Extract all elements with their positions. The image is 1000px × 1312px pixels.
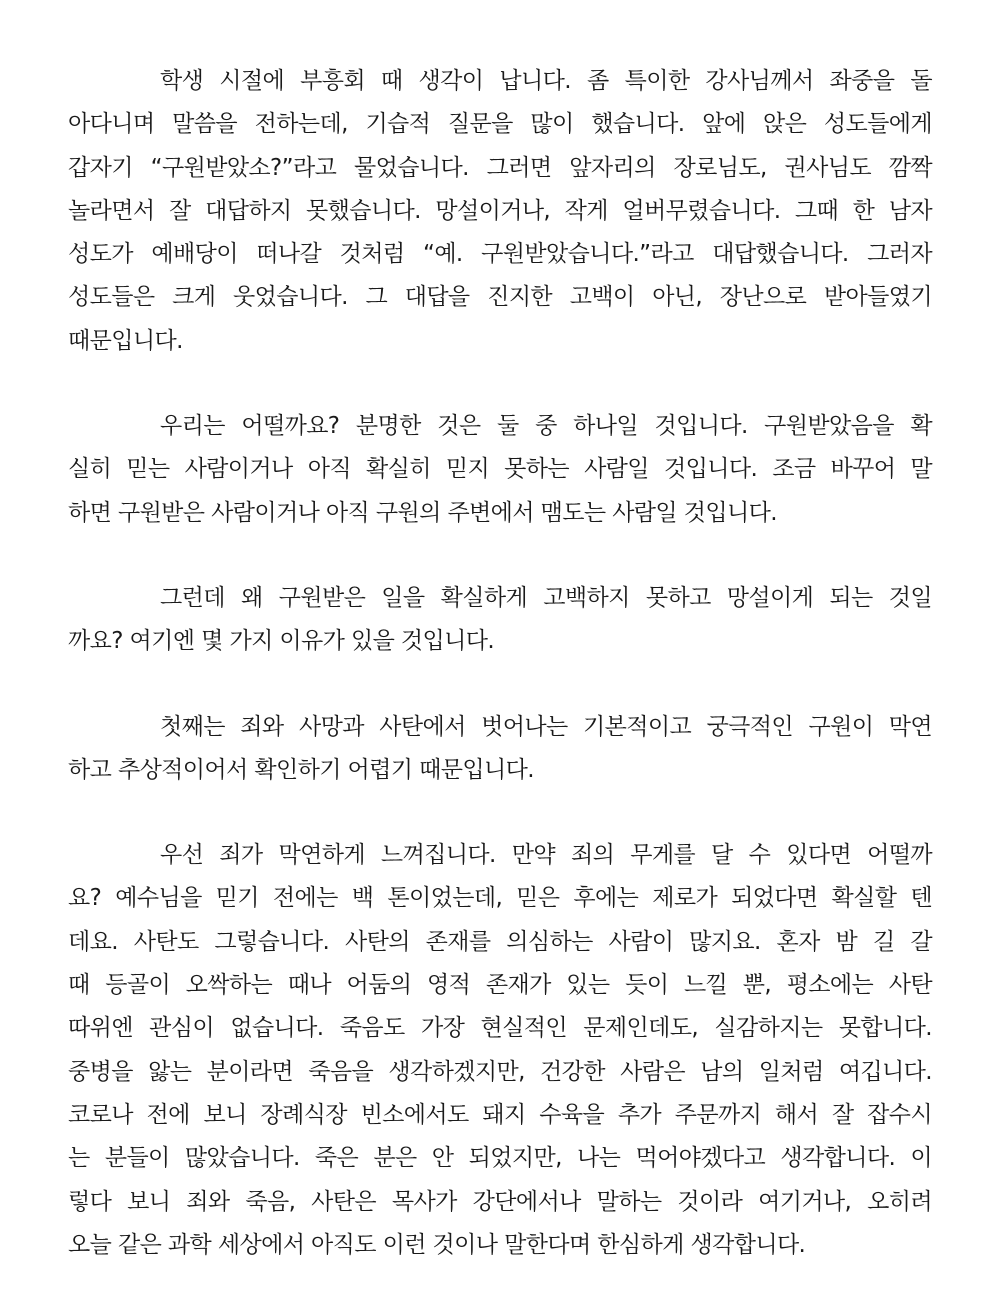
text-line: 데요. 사탄도 그렇습니다. 사탄의 존재를 의심하는 사람이 많지요. 혼자 밤 길 갈 [68,928,932,955]
paragraph-4 [68,706,932,793]
text-line: 하고 추상적이어서 확인하기 어렵기 때문입니다. [68,756,534,783]
text-line: 첫째는 죄와 사망과 사탄에서 벗어나는 기본적이고 궁극적인 구원이 막연 [160,713,932,740]
paragraph-3 [68,577,932,664]
text-line: 때문입니다. [68,327,183,354]
text-line: 오늘 같은 과학 세상에서 아직도 이런 것이나 말한다며 한심하게 생각합니다. [68,1231,806,1258]
text-line: 요? 예수님을 믿기 전에는 백 톤이었는데, 믿은 후에는 제로가 되었다면 확실할 텐 [68,885,932,912]
text-line: 까요? 여기엔 몇 가지 이유가 있을 것입니다. [68,628,495,655]
text-line: 아다니며 말씀을 전하는데, 기습적 질문을 많이 했습니다. 앞에 앉은 성도들에게 [68,111,932,138]
paragraph-1 [68,60,932,363]
text-line: 렇다 보니 죄와 죽음, 사탄은 목사가 강단에서나 말하는 것이라 여기거나, 오히려 [68,1188,932,1215]
text-line: 때 등골이 오싹하는 때나 어둠의 영적 존재가 있는 듯이 느낄 뿐, 평소에는 사탄 [68,972,932,999]
text-line: 갑자기 “구원받았소?”라고 물었습니다. 그러면 앞자리의 장로님도, 권사님도 깜짝 [68,154,932,181]
paragraph-5 [68,834,932,1267]
paragraph-2 [68,405,932,535]
text-line: 우선 죄가 막연하게 느껴집니다. 만약 죄의 무게를 달 수 있다면 어떨까 [160,842,932,869]
text-line: 성도가 예배당이 떠나갈 것처럼 “예. 구원받았습니다.”라고 대답했습니다. 그러자 [68,241,932,268]
text-line: 성도들은 크게 웃었습니다. 그 대답을 진지한 고백이 아닌, 장난으로 받아들였기 [68,284,932,311]
text-line: 실히 믿는 사람이거나 아직 확실히 믿지 못하는 사람일 것입니다. 조금 바꾸어 말 [68,456,932,483]
text-line: 코로나 전에 보니 장례식장 빈소에서도 돼지 수육을 추가 주문까지 해서 잘 잡수시 [68,1101,932,1128]
text-line: 우리는 어떨까요? 분명한 것은 둘 중 하나일 것입니다. 구원받았음을 확 [160,413,932,440]
document-page [68,60,932,1309]
text-line: 학생 시절에 부흥회 때 생각이 납니다. 좀 특이한 강사님께서 좌중을 돌 [160,68,932,94]
text-line: 는 분들이 많았습니다. 죽은 분은 안 되었지만, 나는 먹어야겠다고 생각합니다. 이 [68,1145,932,1172]
text-line: 놀라면서 잘 대답하지 못했습니다. 망설이거나, 작게 얼버무렸습니다. 그때 한 남자 [68,197,932,224]
text-line: 중병을 앓는 분이라면 죽음을 생각하겠지만, 건강한 사람은 남의 일처럼 여깁니다. [68,1058,932,1085]
text-line: 하면 구원받은 사람이거나 아직 구원의 주변에서 맴도는 사람일 것입니다. [68,499,777,526]
text-line: 그런데 왜 구원받은 일을 확실하게 고백하지 못하고 망설이게 되는 것일 [160,584,932,611]
text-line: 따위엔 관심이 없습니다. 죽음도 가장 현실적인 문제인데도, 실감하지는 못합니다. [68,1015,932,1042]
